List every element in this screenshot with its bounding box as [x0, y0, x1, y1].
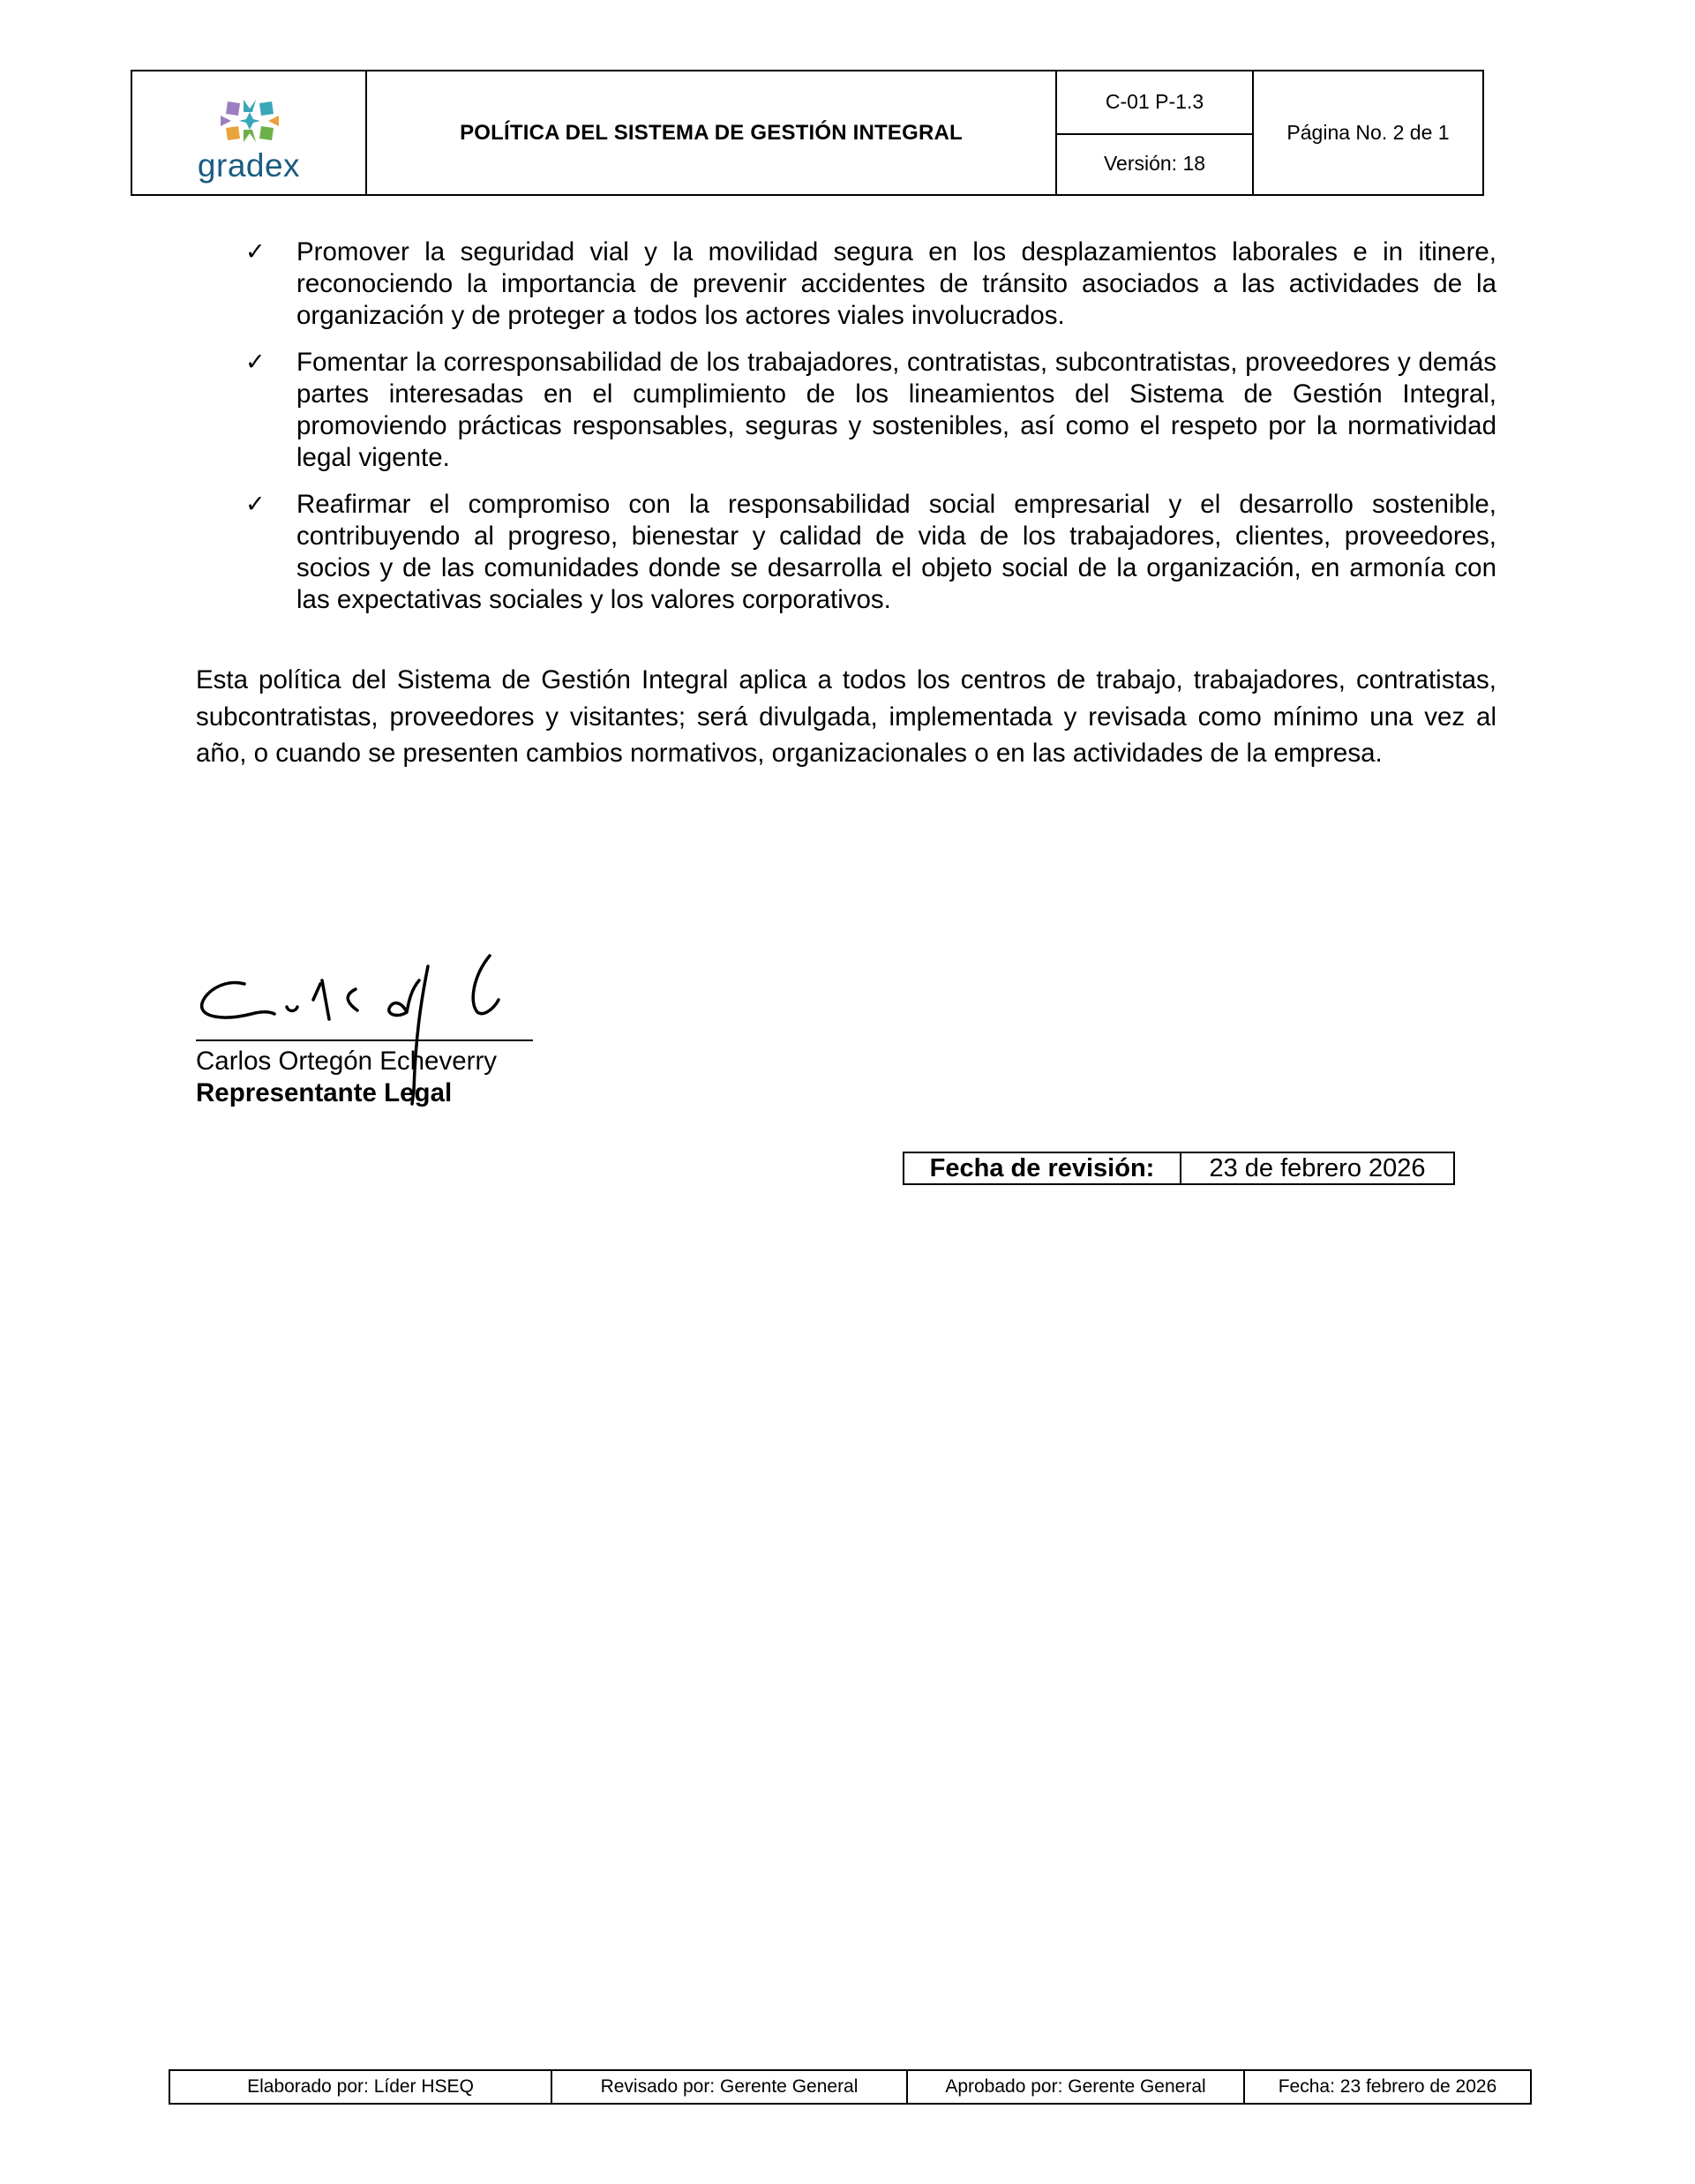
policy-bullet-list [245, 236, 1496, 631]
list-item [245, 489, 1496, 616]
checkmark-icon: ✓ [245, 491, 266, 518]
document-code-cell [1057, 71, 1254, 194]
checkmark-icon: ✓ [245, 349, 266, 376]
list-item [245, 236, 1496, 332]
signature-line [196, 1039, 533, 1041]
revision-date-label: Fecha de revisión: [904, 1153, 1181, 1183]
gradex-logo-icon [217, 96, 282, 147]
signatory-name: Carlos Ortegón Echeverry [196, 1047, 498, 1076]
logo-text: gradex [197, 147, 301, 184]
policy-scope-paragraph: Esta política del Sistema de Gestión Integral aplica a todos los centros de trabajo, trabajadores, contratistas, subcontratistas, proveedores y visitantes; será divulgada, implementada y revisada como mínimo una vez al año, o cuando se presenten cambios normativos, organizacionales o en las actividades de la empresa. [196, 665, 1496, 768]
document-header [131, 70, 1484, 196]
list-item [245, 347, 1496, 474]
document-code: C-01 P-1.3 [1057, 71, 1252, 135]
document-version: Versión: 18 [1103, 151, 1206, 175]
list-item-text: Promover la seguridad vial y la movilidad segura en los desplazamientos laborales e in itinere, reconociendo la importancia de prevenir accidentes de tránsito asociados a las actividades de la organización y de proteger a todos los actores viales involucrados. [296, 237, 1496, 330]
signatory-role: Representante Legal [196, 1078, 453, 1107]
checkmark-icon: ✓ [245, 238, 266, 266]
company-logo [132, 71, 367, 194]
document-footer [169, 2069, 1532, 2105]
footer-approved-by: Aprobado por: Gerente General [908, 2071, 1245, 2103]
revision-date-box [903, 1152, 1455, 1185]
footer-reviewed-by: Revisado por: Gerente General [552, 2071, 908, 2103]
list-item-text: Fomentar la corresponsabilidad de los trabajadores, contratistas, subcontratistas, proveedores y demás partes interesadas en el cumplimiento de los lineamientos del Sistema de Gestión Integral, promoviendo prácticas responsables, seguras y sostenibles, así como el respeto por la normatividad legal vigente. [296, 348, 1496, 472]
list-item-text: Reafirmar el compromiso con la responsabilidad social empresarial y el desarrollo sostenible, contribuyendo al progreso, bienestar y calidad de vida de los trabajadores, clientes, proveedores, socios y de las comunidades donde se desarrolla el objeto social de la organización, en armonía con las expectativas sociales y los valores corporativos. [296, 490, 1496, 614]
page-number: Página No. 2 de 1 [1286, 121, 1450, 144]
document-title: POLÍTICA DEL SISTEMA DE GESTIÓN INTEGRAL [367, 71, 1057, 194]
footer-prepared-by: Elaborado por: Líder HSEQ [170, 2071, 552, 2103]
revision-date-value: 23 de febrero 2026 [1209, 1153, 1426, 1182]
footer-date: Fecha: 23 febrero de 2026 [1278, 2076, 1497, 2097]
